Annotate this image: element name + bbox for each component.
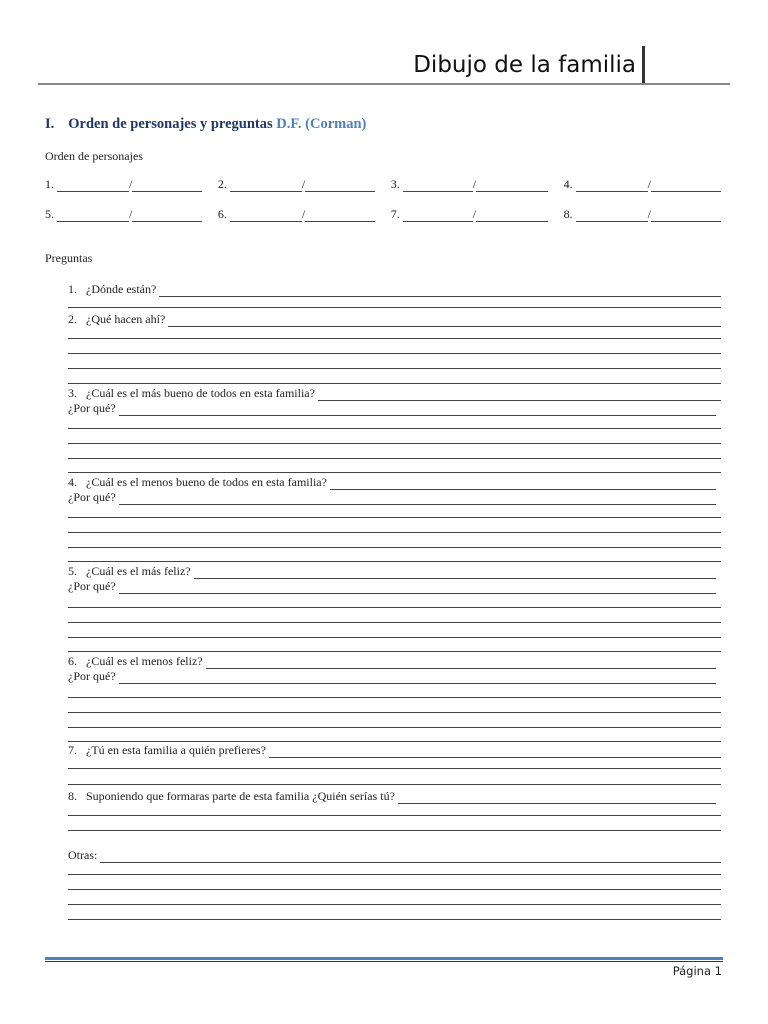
answer-line[interactable] (68, 904, 721, 905)
why-row[interactable]: ¿Por qué? (68, 490, 716, 505)
order-slot[interactable]: 3. / (391, 177, 548, 192)
footer-rule-thin (45, 961, 723, 962)
question-1[interactable]: 1. ¿Dónde están? (68, 282, 721, 297)
header-accent-bar (642, 46, 645, 84)
order-slot[interactable]: 7. / (391, 207, 548, 222)
section-number: I. (45, 116, 55, 132)
answer-line[interactable] (68, 697, 721, 698)
question-5[interactable]: 5. ¿Cuál es el más feliz? (68, 564, 716, 579)
answer-line[interactable] (68, 458, 721, 459)
questions-label: Preguntas (45, 251, 93, 265)
answer-line[interactable] (68, 472, 721, 473)
question-8[interactable]: 8. Suponiendo que formaras parte de esta familia ¿Quién serías tú? (68, 789, 716, 804)
section-title: Orden de personajes y preguntas (68, 116, 273, 132)
section-heading (45, 116, 366, 133)
order-row-1 (45, 177, 721, 192)
question-3[interactable]: 3. ¿Cuál es el más bueno de todos en esta familia? (68, 386, 721, 401)
answer-line[interactable] (68, 768, 721, 769)
answer-line[interactable] (68, 547, 721, 548)
answer-line[interactable] (68, 307, 721, 308)
page-number: Página 1 (672, 964, 722, 978)
answer-line[interactable] (68, 517, 721, 518)
question-6[interactable]: 6. ¿Cuál es el menos feliz? (68, 654, 716, 669)
answer-line[interactable] (68, 607, 721, 608)
why-row[interactable]: ¿Por qué? (68, 579, 716, 594)
header-rule (38, 83, 730, 85)
order-slot[interactable]: 4. / (564, 177, 721, 192)
others-row[interactable]: Otras: (68, 848, 721, 863)
answer-line[interactable] (68, 561, 721, 562)
question-4[interactable]: 4. ¿Cuál es el menos bueno de todos en esta familia? (68, 475, 716, 490)
answer-line[interactable] (68, 338, 721, 339)
answer-line[interactable] (68, 443, 721, 444)
why-row[interactable]: ¿Por qué? (68, 401, 716, 416)
answer-line[interactable] (68, 874, 721, 875)
answer-line[interactable] (68, 428, 721, 429)
why-row[interactable]: ¿Por qué? (68, 669, 716, 684)
answer-line[interactable] (68, 383, 721, 384)
order-slot[interactable]: 5. / (45, 207, 202, 222)
answer-line[interactable] (68, 532, 721, 533)
order-row-2 (45, 207, 721, 222)
question-2[interactable]: 2. ¿Qué hacen ahí? (68, 312, 721, 327)
section-accent: D.F. (Corman) (276, 116, 367, 132)
question-7[interactable]: 7. ¿Tú en esta familia a quién prefieres? (68, 743, 721, 758)
answer-line[interactable] (68, 830, 721, 831)
order-slot[interactable]: 6. / (218, 207, 375, 222)
answer-line[interactable] (68, 712, 721, 713)
answer-line[interactable] (68, 727, 721, 728)
footer-rule (45, 957, 723, 960)
order-slot[interactable]: 1. / (45, 177, 202, 192)
document-title: Dibujo de la familia (413, 52, 636, 78)
order-slot[interactable]: 2. / (218, 177, 375, 192)
answer-line[interactable] (68, 784, 721, 785)
answer-line[interactable] (68, 637, 721, 638)
answer-line[interactable] (68, 622, 721, 623)
answer-line[interactable] (68, 368, 721, 369)
order-label: Orden de personajes (45, 149, 143, 163)
answer-line[interactable] (68, 741, 721, 742)
answer-line[interactable] (68, 889, 721, 890)
answer-line[interactable] (68, 815, 721, 816)
order-slot[interactable]: 8. / (564, 207, 721, 222)
answer-line[interactable] (68, 353, 721, 354)
answer-line[interactable] (68, 919, 721, 920)
answer-line[interactable] (68, 651, 721, 652)
